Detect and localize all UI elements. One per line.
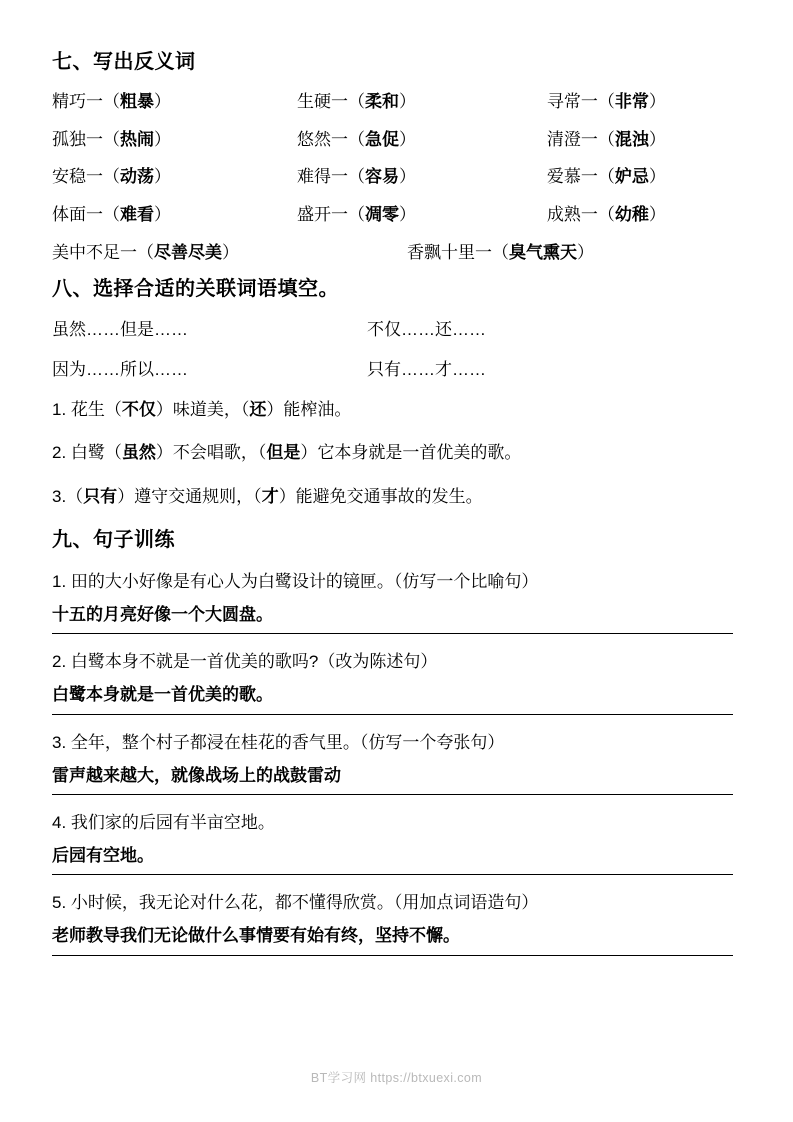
antonym-answer: 混浊 (614, 129, 649, 149)
antonym-item (547, 165, 733, 190)
antonym-close: ） (648, 129, 666, 149)
antonym-answer: 臭气熏天 (509, 242, 577, 262)
antonym-prompt: 孤独一（ (52, 129, 120, 149)
antonym-answer: 尽善尽美 (154, 242, 222, 262)
antonym-row (52, 90, 733, 115)
antonym-prompt: 清澄一（ (546, 129, 615, 149)
watermark: BT学习网 https://btxuexi.com (310, 1071, 483, 1085)
antonym-prompt: 美中不足一（ (52, 242, 154, 262)
question-text: ）遵守交通规则，（ (117, 486, 262, 506)
antonym-close: ） (648, 167, 666, 187)
antonym-item (52, 203, 297, 228)
antonym-item (407, 241, 594, 266)
question-text: 2. 白鹭（ (52, 443, 122, 463)
antonym-row (52, 128, 733, 153)
connective-bank-item: 因为……所以…… (52, 359, 188, 379)
antonym-item (547, 128, 733, 153)
question-answer: 还 (249, 400, 267, 420)
sentence-question: 2. 白鹭本身不就是一首优美的歌吗?（改为陈述句） (52, 652, 438, 672)
sentence-question: 3. 全年，整个村子都浸在桂花的香气里。（仿写一个夸张句） (52, 732, 505, 752)
question-answer: 才 (261, 486, 279, 506)
antonym-prompt: 盛开一（ (296, 204, 365, 224)
connective-bank-row (52, 317, 733, 343)
antonym-item (297, 90, 547, 115)
antonym-item (547, 90, 733, 115)
antonym-answer: 热闹 (120, 129, 154, 149)
connective-question (52, 396, 733, 423)
antonym-prompt: 生硬一（ (296, 92, 365, 111)
antonym-close: ） (398, 129, 416, 149)
question-text: ）不会唱歌，（ (155, 443, 267, 463)
connective-bank-item: 只有……才…… (367, 359, 486, 379)
antonym-item (297, 165, 547, 190)
question-text: 3.（ (52, 486, 84, 506)
sentence-answer: 白鹭本身就是一首优美的歌。 (52, 681, 733, 714)
antonym-prompt: 寻常一（ (546, 92, 615, 111)
antonym-answer: 柔和 (364, 92, 399, 111)
antonym-prompt: 香飘十里一（ (407, 242, 509, 262)
antonym-item (297, 128, 547, 153)
antonym-item (52, 128, 297, 153)
antonym-answer: 动荡 (120, 167, 154, 187)
antonym-item (547, 203, 733, 228)
antonym-close: ） (648, 204, 666, 224)
antonym-answer: 凋零 (364, 204, 399, 224)
antonym-item (52, 241, 407, 266)
antonym-close: ） (222, 242, 239, 262)
connective-bank-row (52, 357, 733, 383)
antonym-answer: 非常 (614, 92, 649, 111)
antonym-answer: 难看 (120, 204, 154, 224)
sentence-answer: 雷声越来越大，就像战场上的战鼓雷动 (52, 762, 733, 795)
antonym-answer: 幼稚 (614, 204, 649, 224)
question-answer: 不仅 (121, 400, 156, 420)
antonym-prompt: 体面一（ (52, 204, 120, 224)
antonym-row-wide (52, 241, 733, 266)
sentence-answer: 老师教导我们无论做什么事情要有始有终，坚持不懈。 (52, 922, 733, 955)
antonym-answer: 粗暴 (120, 92, 154, 111)
antonym-close: ） (398, 204, 416, 224)
antonym-close: ） (154, 92, 171, 111)
sentence-question: 1. 田的大小好像是有心人为白鹭设计的镜匣。（仿写一个比喻句） (52, 571, 539, 591)
antonym-answer: 容易 (364, 167, 399, 187)
antonym-prompt: 难得一（ (296, 167, 365, 187)
sentence-answer: 十五的月亮好像一个大圆盘。 (52, 601, 733, 634)
question-text: 1. 花生（ (52, 400, 122, 420)
antonym-item (52, 165, 297, 190)
question-text: ）能避免交通事故的发生。 (278, 486, 483, 506)
antonym-prompt: 悠然一（ (296, 129, 365, 149)
antonym-close: ） (154, 167, 171, 187)
question-text: ）它本身就是一首优美的歌。 (300, 443, 522, 463)
connective-question (52, 483, 733, 510)
antonym-close: ） (154, 129, 171, 149)
antonym-close: ） (648, 92, 666, 111)
section-title-connectives: 八、选择合适的关联词语填空。 (52, 278, 339, 301)
antonym-answer: 妒忌 (614, 167, 649, 187)
question-answer: 但是 (266, 443, 301, 463)
connective-bank-item: 虽然……但是…… (52, 320, 188, 340)
question-text: ）味道美，（ (155, 400, 250, 420)
sentence-answer: 后园有空地。 (52, 842, 733, 875)
antonym-prompt: 安稳一（ (52, 167, 120, 187)
antonym-item (297, 203, 547, 228)
antonym-close: ） (154, 204, 171, 224)
antonym-close: ） (398, 167, 416, 187)
antonym-answer: 急促 (364, 129, 399, 149)
antonym-item (52, 90, 297, 115)
sentence-question: 5. 小时候，我无论对什么花，都不懂得欣赏。（用加点词语造句） (52, 893, 539, 913)
section-title-antonyms: 七、写出反义词 (52, 51, 196, 73)
question-text: ）能榨油。 (266, 400, 352, 420)
connective-question (52, 439, 733, 466)
sentence-question: 4. 我们家的后园有半亩空地。 (52, 812, 275, 832)
connective-bank-item: 不仅……还…… (367, 320, 486, 340)
antonym-row (52, 165, 733, 190)
antonym-close: ） (398, 92, 416, 111)
question-answer: 只有 (83, 486, 118, 506)
antonym-prompt: 成熟一（ (546, 204, 615, 224)
section-title-sentence-training: 九、句子训练 (52, 528, 175, 551)
antonym-close: ） (577, 242, 594, 262)
antonym-row (52, 203, 733, 228)
question-answer: 虽然 (121, 443, 156, 463)
antonym-prompt: 精巧一（ (52, 92, 120, 111)
antonym-prompt: 爱慕一（ (546, 167, 615, 187)
